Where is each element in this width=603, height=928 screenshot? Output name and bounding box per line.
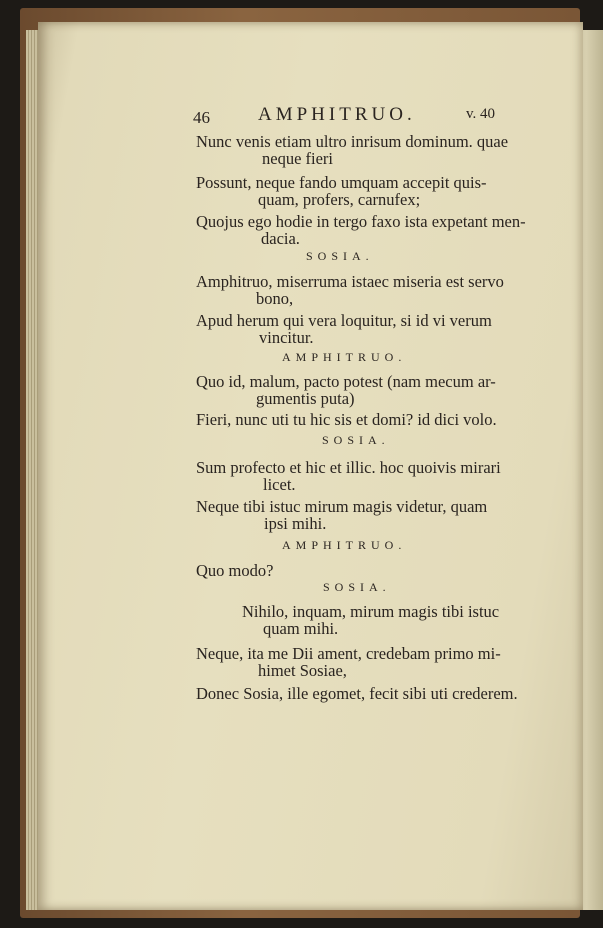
verse-line: Quo modo? — [196, 561, 274, 580]
speaker-name: AMPHITRUO. — [282, 538, 407, 552]
verse-line: gumentis puta) — [256, 389, 355, 408]
verse-line: Donec Sosia, ille egomet, fecit sibi uti crederem. — [196, 684, 518, 703]
verse-line: Nihilo, inquam, mirum magis tibi istuc — [242, 602, 500, 621]
verse-line: Quo id, malum, pacto potest (nam mecum ar- — [196, 372, 496, 391]
verse-line: dacia. — [261, 229, 300, 248]
verse-line: Amphitruo, miserruma istaec miseria est servo — [196, 272, 504, 291]
verse-line: himet Sosiae, — [258, 661, 347, 680]
speaker-name: AMPHITRUO. — [282, 350, 407, 364]
speaker-name: SOSIA. — [323, 580, 391, 594]
verse-line: Possunt, neque fando umquam accepit quis- — [196, 173, 487, 192]
verse-line: Neque tibi istuc mirum magis videtur, quam — [196, 497, 488, 516]
page-number: 46 — [193, 108, 210, 127]
speaker-name: SOSIA. — [306, 249, 374, 263]
verse-line: Quojus ego hodie in tergo faxo ista expetant men- — [196, 212, 526, 231]
verse-line: ipsi mihi. — [264, 514, 327, 533]
verse-line: quam mihi. — [263, 619, 339, 638]
verse-line: bono, — [256, 289, 294, 308]
verse-line: Apud herum qui vera loquitur, si id vi verum — [196, 311, 492, 330]
verse-line: Nunc venis etiam ultro inrisum dominum. quae — [196, 132, 509, 151]
verse-line: vincitur. — [259, 328, 314, 347]
verse-line: licet. — [263, 475, 296, 494]
verse-line: Neque, ita me Dii ament, credebam primo mi- — [196, 644, 501, 663]
running-title: AMPHITRUO. — [258, 104, 416, 125]
verse-line: Sum profecto et hic et illic. hoc quoivis mirari — [196, 458, 501, 477]
verse-line: neque fieri — [262, 149, 334, 168]
verse-line: quam, profers, carnufex; — [258, 190, 421, 209]
verse-reference: v. 40 — [466, 106, 496, 122]
speaker-name: SOSIA. — [322, 433, 390, 447]
verse-line: Fieri, nunc uti tu hic sis et domi? id dici volo. — [196, 410, 497, 429]
